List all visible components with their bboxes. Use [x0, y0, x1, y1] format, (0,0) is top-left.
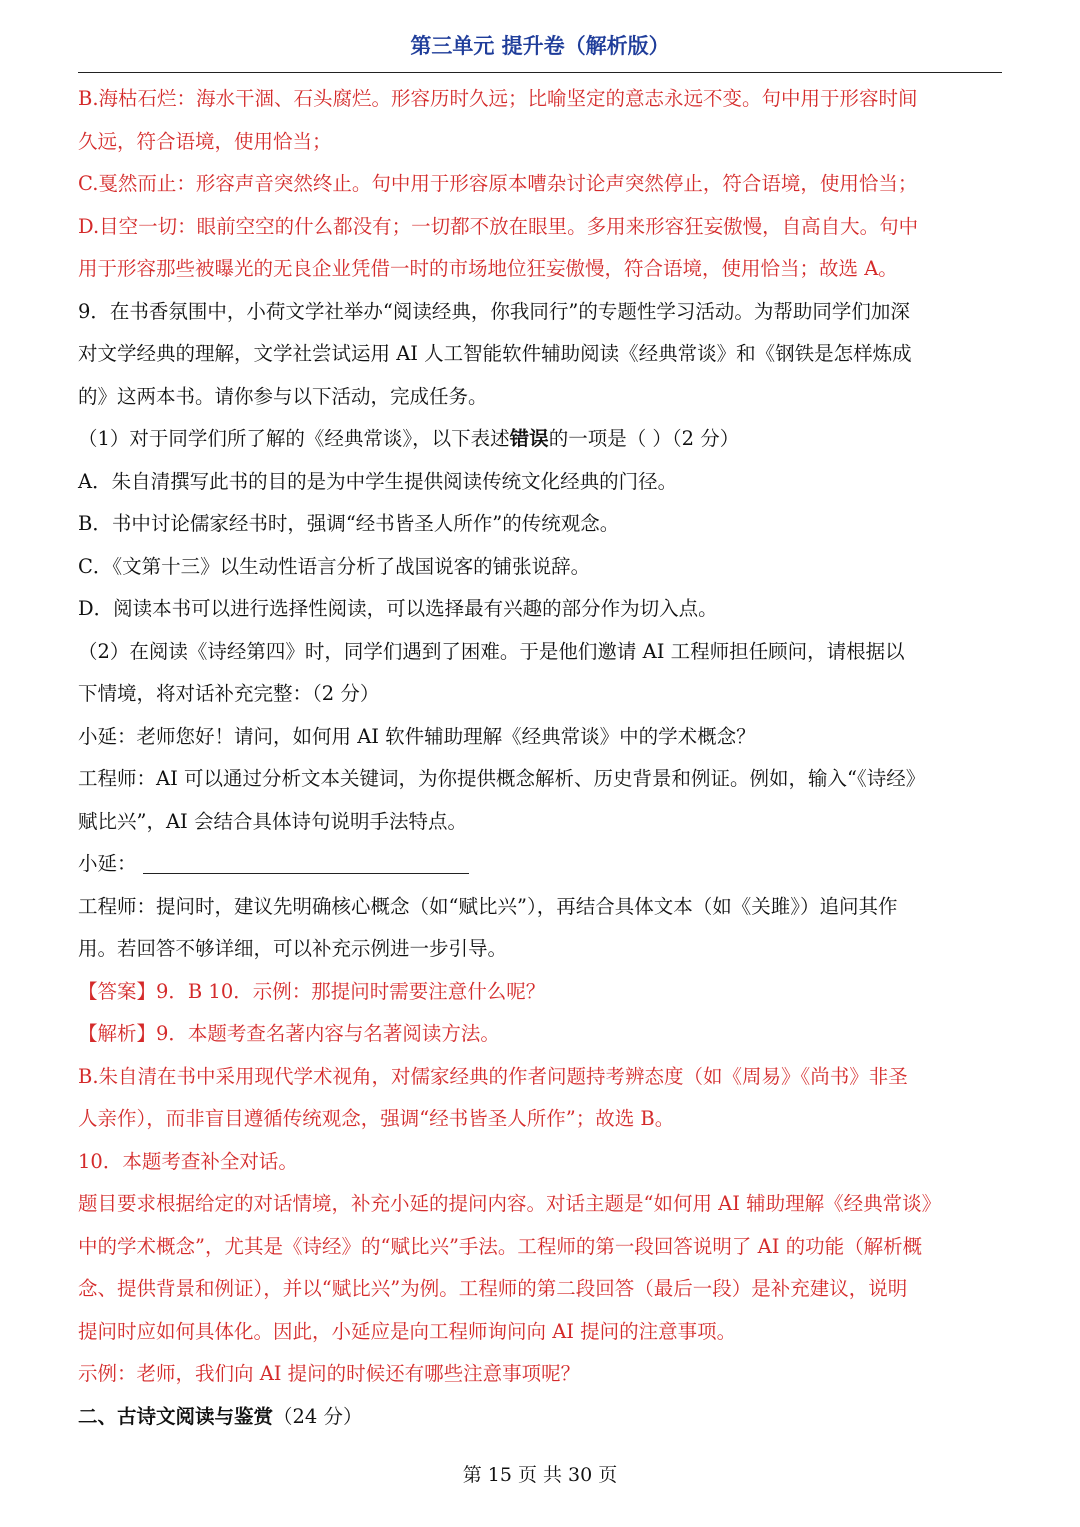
analysis-line: 念、提供背景和例证），并以“赋比兴”为例。工程师的第二段回答（最后一段）是补充建议，说明: [78, 1277, 908, 1300]
analysis-line: 人亲作），而非盲目遵循传统观念，强调“经书皆圣人所作”；故选 B。: [78, 1107, 675, 1130]
analysis-line: 提问时应如何具体化。因此，小延应是向工程师询问向 AI 提问的注意事项。: [78, 1319, 737, 1343]
header-divider: [78, 72, 1002, 73]
subquestion-2: （2）在阅读《诗经第四》时，同学们遇到了困难。于是他们邀请 AI 工程师担任顾问，请根据以: [78, 639, 905, 663]
question-9-stem: 对文学经典的理解，文学社尝试运用 AI 人工智能软件辅助阅读《经典常谈》和《钢铁是怎样炼成: [78, 342, 912, 365]
dialogue-line: 工程师：提问时，建议先明确核心概念（如“赋比兴”），再结合具体文本（如《关雎》）追问其作: [78, 894, 898, 918]
subquestion-1-text: （1）对于同学们所了解的《经典常谈》，以下表述: [78, 427, 510, 450]
page-number-footer: 第 15 页 共 30 页: [462, 1464, 618, 1486]
answer-line: 【答案】9．B 10．示例：那提问时需要注意什么呢？: [78, 979, 546, 1003]
analysis-line: B.朱自清在书中采用现代学术视角，对儒家经典的作者问题持考辨态度（如《周易》《尚书》非圣: [78, 1064, 908, 1088]
section-heading: [78, 1396, 1008, 1439]
analysis-line: B.海枯石烂：海水干涸、石头腐烂。形容历时久远；比喻坚定的意志永远不变。句中用于形容时间: [78, 87, 918, 110]
section-title: 二、古诗文阅读与鉴赏: [78, 1404, 274, 1428]
option-a: A．朱自清撰写此书的目的是为中学生提供阅读传统文化经典的门径。: [78, 469, 678, 493]
subquestion-1-tail: 的一项是（ ）（2 分）: [548, 427, 740, 450]
option-b: B．书中讨论儒家经书时，强调“经书皆圣人所作”的传统观念。: [78, 512, 620, 535]
analysis-line: 久远，符合语境，使用恰当；: [78, 129, 332, 153]
dialogue-line: 小延：老师您好！请问，如何用 AI 软件辅助理解《经典常谈》中的学术概念？: [78, 724, 756, 748]
page-header-title: 第三单元 提升卷（解析版）: [410, 34, 670, 58]
dialogue-blank-line: [78, 843, 1008, 886]
analysis-line: 中的学术概念”，尤其是《诗经》的“赋比兴”手法。工程师的第一段回答说明了 AI 的功能（解析概: [78, 1234, 923, 1258]
question-9-stem: 9．在书香氛围中，小荷文学社举办“阅读经典，你我同行”的专题性学习活动。为帮助同学们加深: [78, 299, 910, 323]
question-9-stem: 的》这两本书。请你参与以下活动，完成任务。: [78, 384, 488, 408]
analysis-line: 用于形容那些被曝光的无良企业凭借一时的市场地位狂妄傲慢，符合语境，使用恰当；故选 A。: [78, 257, 898, 280]
option-d: D．阅读本书可以进行选择性阅读，可以选择最有兴趣的部分作为切入点。: [78, 597, 718, 620]
dialogue-speaker: 小延：: [78, 852, 137, 875]
page-body: [78, 78, 1008, 1438]
dialogue-line: 工程师：AI 可以通过分析文本关键词，为你提供概念解析、历史背景和例证。例如，输入“《诗经》: [78, 767, 926, 790]
analysis-line: 10．本题考查补全对话。: [78, 1149, 298, 1173]
dialogue-line: 用。若回答不够详细，可以补充示例进一步引导。: [78, 937, 508, 960]
analysis-line: D.目空一切：眼前空空的什么都没有；一切都不放在眼里。多用来形容狂妄傲慢，自高自大。句中: [78, 214, 919, 238]
option-c: C．《文第十三》以生动性语言分析了战国说客的铺张说辞。: [78, 554, 591, 578]
subquestion-1: [78, 418, 1008, 461]
answer-blank: [143, 849, 469, 874]
emphasis-wrong: 错误: [509, 427, 549, 450]
subquestion-2: 下情境，将对话补充完整：（2 分）: [78, 682, 380, 705]
dialogue-line: 赋比兴”，AI 会结合具体诗句说明手法特点。: [78, 809, 467, 833]
section-score: （24 分）: [273, 1404, 363, 1428]
analysis-line: 示例：老师，我们向 AI 提问的时候还有哪些注意事项呢？: [78, 1362, 581, 1385]
analysis-line: 题目要求根据给定的对话情境，补充小延的提问内容。对话主题是“如何用 AI 辅助理解《经典常谈》: [78, 1192, 942, 1215]
analysis-line: C.戛然而止：形容声音突然终止。句中用于形容原本嘈杂讨论声突然停止，符合语境，使用恰当；: [78, 172, 918, 195]
analysis-heading: 【解析】9．本题考查名著内容与名著阅读方法。: [78, 1022, 500, 1045]
